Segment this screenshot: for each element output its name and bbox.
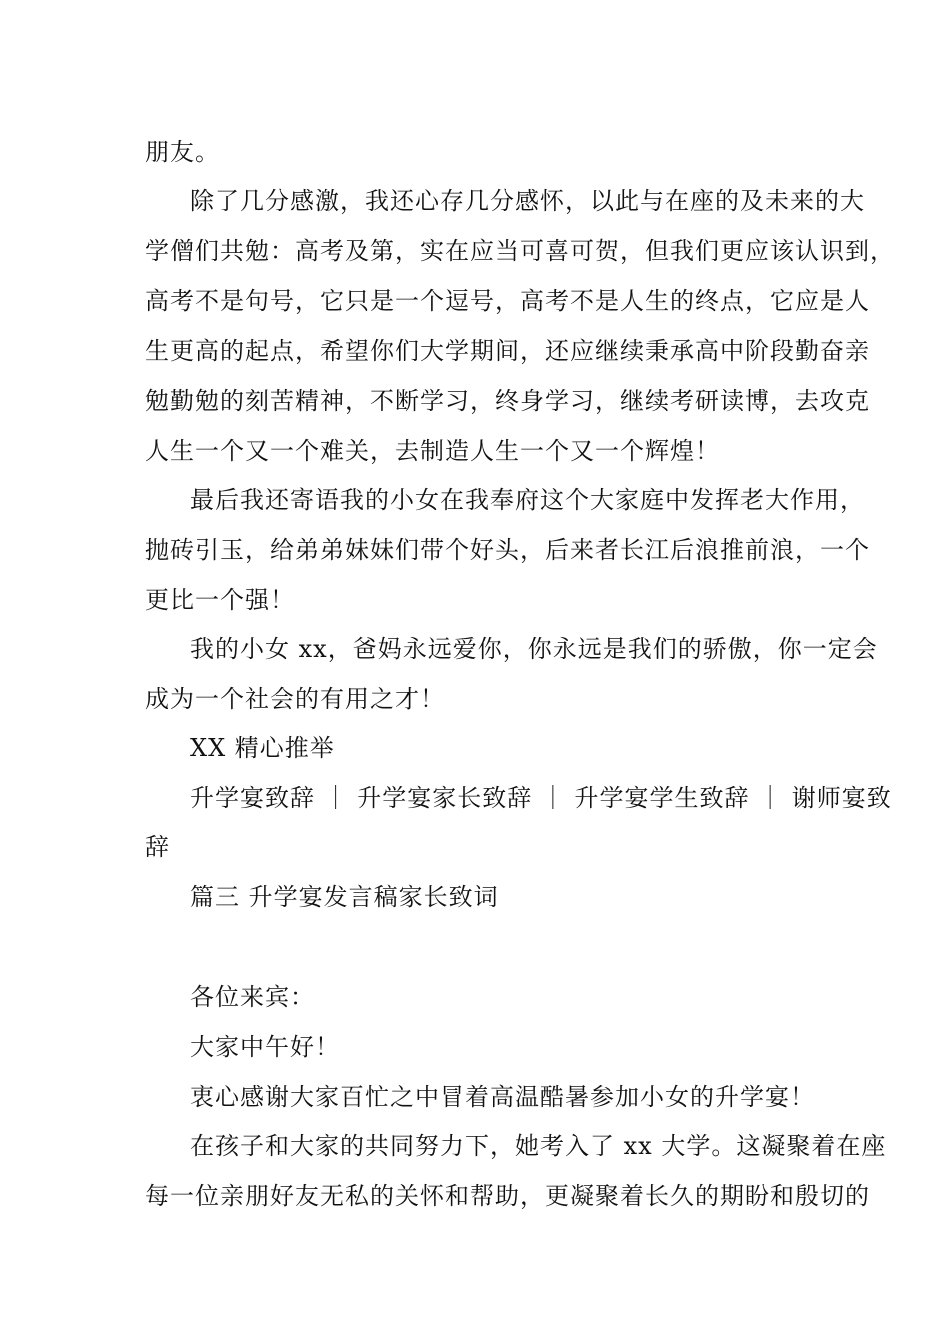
text-line: 在孩子和大家的共同努力下，她考入了 xx 大学。这凝聚着在座 bbox=[190, 1132, 887, 1160]
text-line: 高考不是句号，它只是一个逗号，高考不是人生的终点，它应是人 bbox=[145, 287, 870, 315]
text-line: 人生一个又一个难关，去制造人生一个又一个辉煌！ bbox=[145, 437, 720, 465]
section-heading: 篇三 升学宴发言稿家长致词 bbox=[190, 883, 499, 911]
text-line: 衷心感谢大家百忙之中冒着高温酷暑参加小女的升学宴！ bbox=[190, 1083, 815, 1111]
text-line: 抛砖引玉，给弟弟妹妹们带个好头，后来者长江后浪推前浪，一个 bbox=[145, 536, 870, 564]
text-line: 每一位亲朋好友无私的关怀和帮助，更凝聚着长久的期盼和殷切的 bbox=[145, 1182, 870, 1210]
text-line: 成为一个社会的有用之才！ bbox=[145, 685, 445, 713]
text-line: 朋友。 bbox=[145, 138, 220, 166]
text-line: 大家中午好！ bbox=[190, 1033, 340, 1061]
text-line: 勉勤勉的刻苦精神，不断学习，终身学习，继续考研读博，去攻克 bbox=[145, 387, 870, 415]
related-links-line: 升学宴致辞 ｜ 升学宴家长致辞 ｜ 升学宴学生致辞 ｜ 谢师宴致 bbox=[190, 784, 892, 812]
text-line: 各位来宾： bbox=[190, 983, 315, 1011]
text-line: 最后我还寄语我的小女在我奉府这个大家庭中发挥老大作用， bbox=[190, 486, 865, 514]
text-line: 我的小女 xx，爸妈永远爱你，你永远是我们的骄傲，你一定会 bbox=[190, 635, 878, 663]
text-line: 除了几分感激，我还心存几分感怀，以此与在座的及未来的大 bbox=[190, 187, 865, 215]
text-line: 生更高的起点，希望你们大学期间，还应继续秉承高中阶段勤奋亲 bbox=[145, 337, 870, 365]
text-line: XX 精心推举 bbox=[190, 734, 335, 762]
text-line: 辞 bbox=[145, 833, 170, 861]
text-line: 更比一个强！ bbox=[145, 586, 295, 614]
text-line: 学僧们共勉：高考及第，实在应当可喜可贺，但我们更应该认识到， bbox=[145, 237, 895, 265]
